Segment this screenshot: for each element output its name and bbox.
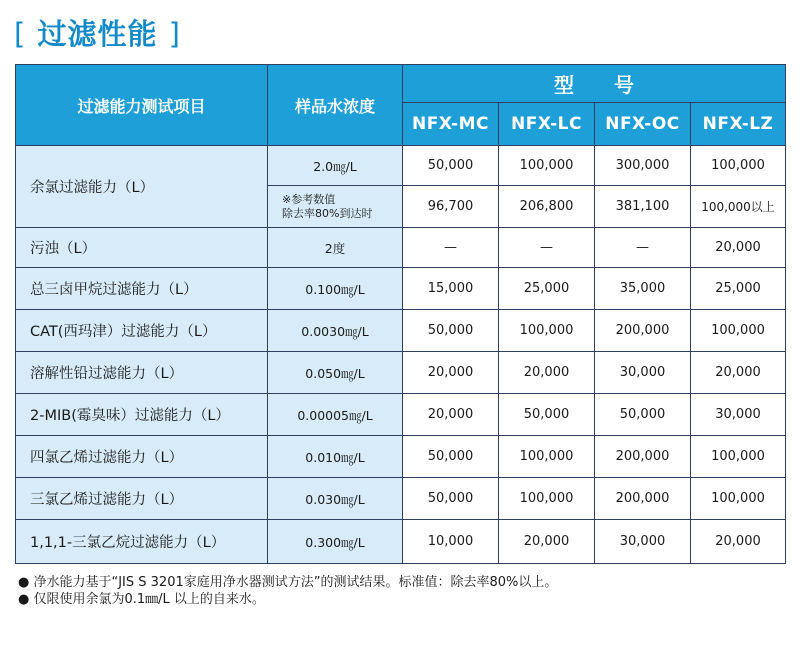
header-model: NFX-MC	[403, 103, 499, 146]
row-value: 10,000	[403, 520, 499, 564]
row-value: 30,000	[691, 394, 786, 436]
removal-rate-note: 除去率80%到达时	[282, 206, 373, 220]
row-value: 25,000	[691, 268, 786, 310]
row-value: 50,000	[403, 310, 499, 352]
header-model: NFX-LC	[499, 103, 595, 146]
row-value: 100,000	[499, 436, 595, 478]
footnotes	[18, 574, 557, 608]
row-value: 100,000	[691, 310, 786, 352]
footnote: ● 仅限使用余氯为0.1㎜/L 以上的自来水。	[18, 592, 265, 607]
table-row	[16, 352, 786, 394]
row-value: 50,000	[499, 394, 595, 436]
row-value: 100,000以上	[691, 186, 786, 228]
row-value: 100,000	[499, 478, 595, 520]
row-value: 30,000	[595, 352, 691, 394]
row-value: 200,000	[595, 436, 691, 478]
header-model: NFX-OC	[595, 103, 691, 146]
table-row	[16, 520, 786, 564]
table-row	[16, 228, 786, 268]
header-model: NFX-LZ	[691, 103, 786, 146]
row-item: 总三卤甲烷过滤能力（L）	[16, 268, 268, 310]
row-value: 20,000	[499, 520, 595, 564]
title-bracket-close: ]	[168, 17, 181, 51]
title-text: 过滤性能	[37, 17, 158, 51]
row-value: 381,100	[595, 186, 691, 228]
row-value: 100,000	[691, 478, 786, 520]
row-value: —	[499, 228, 595, 268]
row-item: 三氯乙烯过滤能力（L）	[16, 478, 268, 520]
row-value: —	[403, 228, 499, 268]
header-model-group: 型号	[403, 65, 786, 103]
row-concentration: 0.030㎎/L	[268, 478, 403, 520]
table-row	[16, 310, 786, 352]
row-value: 96,700	[403, 186, 499, 228]
row-value: 20,000	[691, 228, 786, 268]
row-value: 20,000	[403, 352, 499, 394]
row-value: —	[595, 228, 691, 268]
table-row	[16, 436, 786, 478]
row-value: 206,800	[499, 186, 595, 228]
table-row	[16, 268, 786, 310]
footnote: ● 净水能力基于“JIS S 3201家庭用净水器测试方法”的测试结果。标准值：除去率80%以上。	[18, 575, 558, 590]
row-value: 50,000	[403, 478, 499, 520]
row-value: 25,000	[499, 268, 595, 310]
filter-performance-table	[15, 64, 786, 564]
header-test-item: 过滤能力测试项目	[16, 65, 268, 146]
title-bracket-open: [	[14, 17, 27, 51]
row-value: 100,000	[691, 146, 786, 186]
row-value: 20,000	[403, 394, 499, 436]
row-value: 30,000	[595, 520, 691, 564]
reference-note: ※参考数值	[282, 192, 336, 206]
row-value: 100,000	[691, 436, 786, 478]
row-value: 20,000	[499, 352, 595, 394]
row-concentration: 0.010㎎/L	[268, 436, 403, 478]
row-value: 15,000	[403, 268, 499, 310]
row-value: 50,000	[403, 436, 499, 478]
row-concentration: 0.00005㎎/L	[268, 394, 403, 436]
row-value: 300,000	[595, 146, 691, 186]
row-item: 1,1,1-三氯乙烷过滤能力（L）	[16, 520, 268, 564]
row-item: 溶解性铅过滤能力（L）	[16, 352, 268, 394]
row-value: 200,000	[595, 478, 691, 520]
row-concentration-note	[268, 186, 403, 228]
row-concentration: 2度	[268, 228, 403, 268]
table-row	[16, 394, 786, 436]
row-item: 四氯乙烯过滤能力（L）	[16, 436, 268, 478]
row-concentration: 0.300㎎/L	[268, 520, 403, 564]
table-row	[16, 146, 786, 186]
row-item: 2-MIB(霉臭味）过滤能力（L）	[16, 394, 268, 436]
row-concentration: 0.100㎎/L	[268, 268, 403, 310]
row-item: CAT(西玛津）过滤能力（L）	[16, 310, 268, 352]
row-value: 100,000	[499, 146, 595, 186]
row-value: 20,000	[691, 520, 786, 564]
row-concentration: 0.050㎎/L	[268, 352, 403, 394]
row-concentration: 2.0㎎/L	[268, 146, 403, 186]
row-item: 余氯过滤能力（L）	[16, 146, 268, 228]
section-title	[14, 14, 181, 54]
row-concentration: 0.0030㎎/L	[268, 310, 403, 352]
table-row	[16, 478, 786, 520]
row-value: 50,000	[595, 394, 691, 436]
row-value: 100,000	[499, 310, 595, 352]
row-value: 50,000	[403, 146, 499, 186]
header-sample-concentration: 样品水浓度	[268, 65, 403, 146]
row-item: 污浊（L）	[16, 228, 268, 268]
row-value: 200,000	[595, 310, 691, 352]
row-value: 35,000	[595, 268, 691, 310]
row-value: 20,000	[691, 352, 786, 394]
